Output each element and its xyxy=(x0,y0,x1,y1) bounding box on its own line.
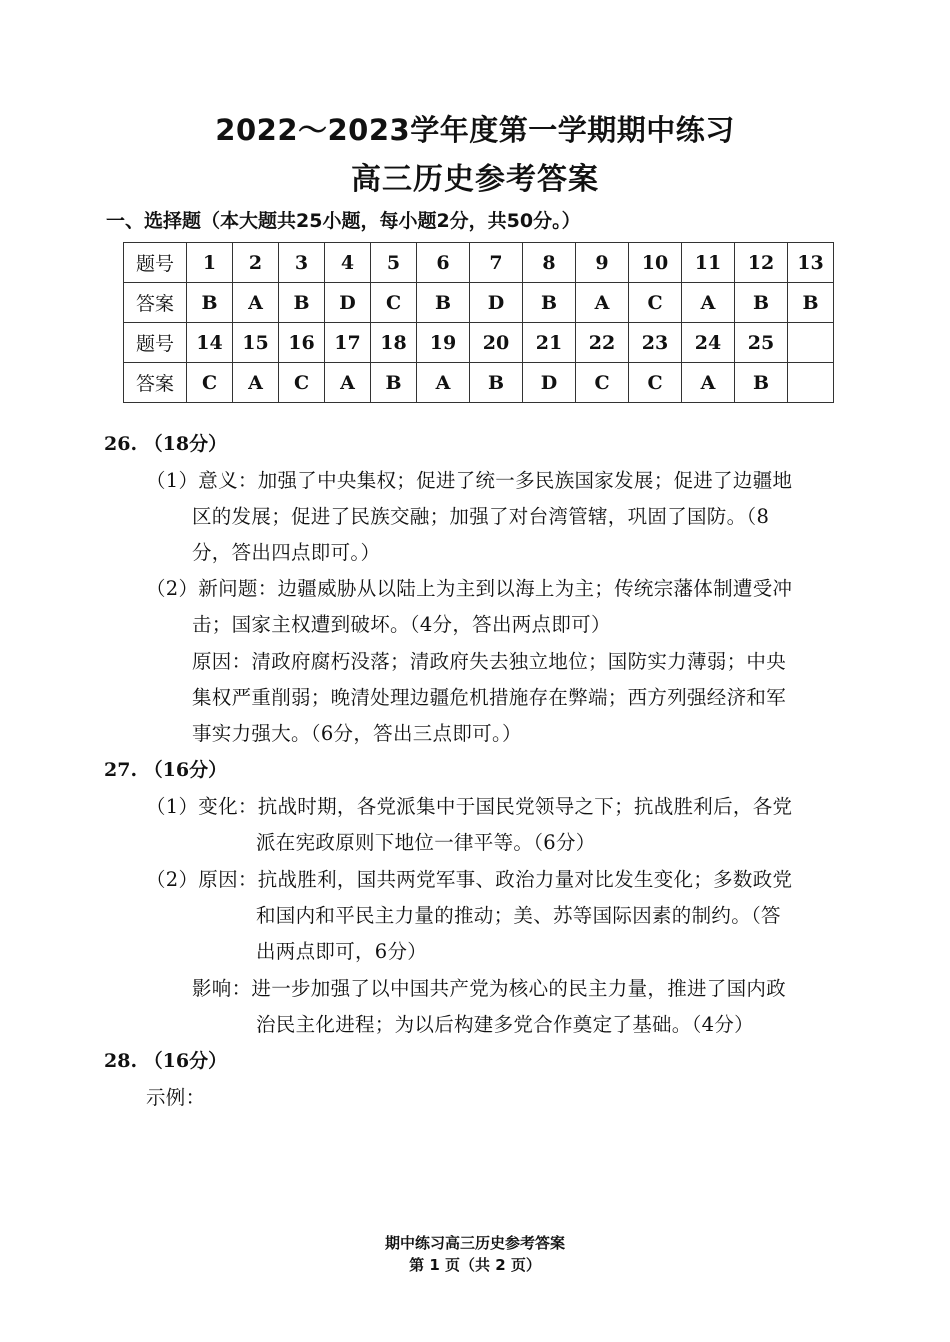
answer-cell: B xyxy=(279,283,325,323)
question-number: 11 xyxy=(682,243,735,283)
answer-cell: C xyxy=(576,363,629,403)
q26-p1-line1: （1）意义：加强了中央集权；促进了统一多民族国家发展；促进了边疆地 xyxy=(146,469,793,492)
q26-heading: 26. （18分） xyxy=(104,433,228,455)
q26-p3-line1: 原因：清政府腐朽没落；清政府失去独立地位；国防实力薄弱；中央 xyxy=(192,650,787,673)
question-number: 4 xyxy=(325,243,371,283)
document-title: 2022～2023学年度第一学期期中练习 xyxy=(215,113,735,147)
question-number: 12 xyxy=(735,243,788,283)
question-number: 6 xyxy=(417,243,470,283)
answer-cell: B xyxy=(735,363,788,403)
answer-cell: D xyxy=(470,283,523,323)
answer-cell: D xyxy=(523,363,576,403)
answer-cell: A xyxy=(417,363,470,403)
answer-cell: B xyxy=(417,283,470,323)
table-row xyxy=(124,283,834,323)
answer-cell: C xyxy=(629,283,682,323)
row-label: 题号 xyxy=(124,243,187,283)
question-number: 21 xyxy=(523,323,576,363)
q28-heading: 28. （16分） xyxy=(104,1050,228,1072)
question-number: 2 xyxy=(233,243,279,283)
question-number: 19 xyxy=(417,323,470,363)
question-number: 22 xyxy=(576,323,629,363)
question-number: 8 xyxy=(523,243,576,283)
question-number: 18 xyxy=(371,323,417,363)
answer-cell: B xyxy=(735,283,788,323)
answer-cell: B xyxy=(788,283,834,323)
row-label: 答案 xyxy=(124,363,187,403)
question-number: 25 xyxy=(735,323,788,363)
question-number: 23 xyxy=(629,323,682,363)
answer-cell: C xyxy=(629,363,682,403)
document-subtitle: 高三历史参考答案 xyxy=(351,162,599,197)
answer-cell: C xyxy=(279,363,325,403)
answer-cell: A xyxy=(682,363,735,403)
answer-cell: A xyxy=(325,363,371,403)
question-number: 5 xyxy=(371,243,417,283)
answer-cell: C xyxy=(187,363,233,403)
answer-cell: B xyxy=(470,363,523,403)
question-number: 24 xyxy=(682,323,735,363)
question-number: 15 xyxy=(233,323,279,363)
q26-p2-line2: 击；国家主权遭到破坏。（4分，答出两点即可） xyxy=(192,613,611,636)
q27-p1-line2: 派在宪政原则下地位一律平等。（6分） xyxy=(256,831,596,854)
q28-example-label: 示例： xyxy=(146,1086,206,1109)
answer-cell: B xyxy=(523,283,576,323)
answer-cell: D xyxy=(325,283,371,323)
q27-p2-line3: 出两点即可，6分） xyxy=(256,940,428,963)
table-row xyxy=(124,243,834,283)
question-number: 20 xyxy=(470,323,523,363)
q26-p3-line2: 集权严重削弱；晚清处理边疆危机措施存在弊端；西方列强经济和军 xyxy=(192,686,787,709)
question-number: 10 xyxy=(629,243,682,283)
question-number: 3 xyxy=(279,243,325,283)
row-label: 答案 xyxy=(124,283,187,323)
question-number: 16 xyxy=(279,323,325,363)
q27-p2-line1: （2）原因：抗战胜利，国共两党军事、政治力量对比发生变化；多数政党 xyxy=(146,868,793,891)
q27-p3-line2: 治民主化进程；为以后构建多党合作奠定了基础。（4分） xyxy=(256,1013,754,1036)
row-label: 题号 xyxy=(124,323,187,363)
answer-cell: C xyxy=(371,283,417,323)
table-row xyxy=(124,363,834,403)
answer-table xyxy=(123,242,834,403)
question-number: 7 xyxy=(470,243,523,283)
empty-cell xyxy=(788,323,834,363)
section1-heading: 一、选择题（本大题共25小题，每小题2分，共50分。） xyxy=(106,210,581,232)
answer-cell: B xyxy=(371,363,417,403)
q26-p3-line3: 事实力强大。（6分，答出三点即可。） xyxy=(192,722,522,745)
answer-cell: A xyxy=(233,283,279,323)
q27-p1-line1: （1）变化：抗战时期，各党派集中于国民党领导之下；抗战胜利后，各党 xyxy=(146,795,793,818)
question-number: 17 xyxy=(325,323,371,363)
table-row xyxy=(124,323,834,363)
q27-p3-line1: 影响：进一步加强了以中国共产党为核心的民主力量，推进了国内政 xyxy=(192,977,787,1000)
answer-cell: A xyxy=(233,363,279,403)
answer-cell: A xyxy=(682,283,735,323)
empty-cell xyxy=(788,363,834,403)
question-number: 1 xyxy=(187,243,233,283)
q26-p1-line3: 分，答出四点即可。） xyxy=(192,541,381,564)
footer-title: 期中练习高三历史参考答案 xyxy=(384,1234,565,1252)
q27-p2-line2: 和国内和平民主力量的推动；美、苏等国际因素的制约。（答 xyxy=(256,904,781,927)
question-number: 9 xyxy=(576,243,629,283)
answer-cell: B xyxy=(187,283,233,323)
question-number: 14 xyxy=(187,323,233,363)
page-number: 第 1 页（共 2 页） xyxy=(409,1256,541,1274)
q26-p2-line1: （2）新问题：边疆威胁从以陆上为主到以海上为主；传统宗藩体制遭受冲 xyxy=(146,577,793,600)
q27-heading: 27. （16分） xyxy=(104,759,228,781)
question-number: 13 xyxy=(788,243,834,283)
answer-cell: A xyxy=(576,283,629,323)
q26-p1-line2: 区的发展；促进了民族交融；加强了对台湾管辖，巩固了国防。（8 xyxy=(192,505,770,528)
